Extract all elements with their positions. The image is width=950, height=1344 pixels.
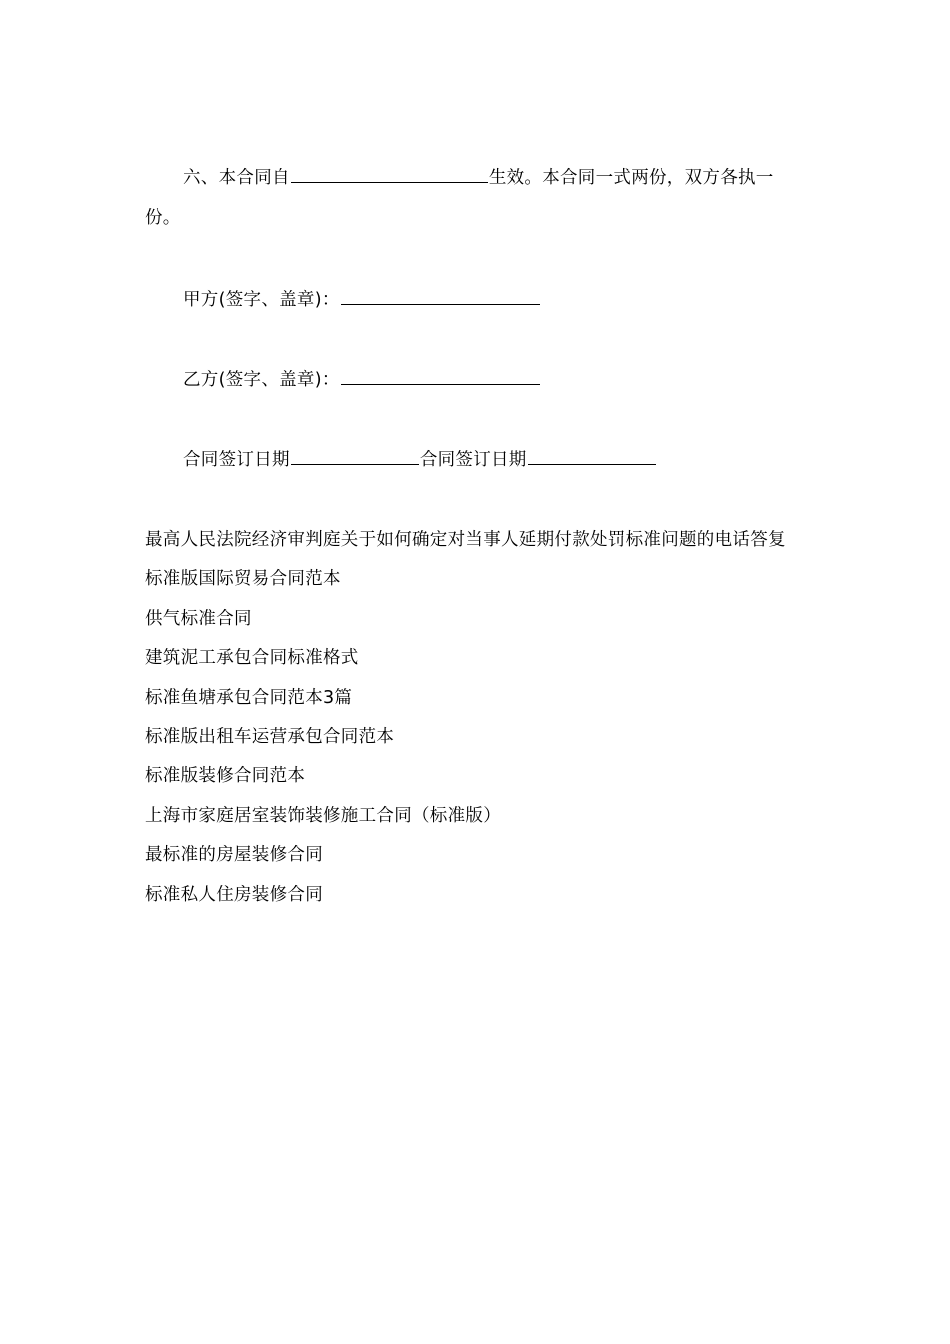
related-link-item[interactable] xyxy=(145,521,805,560)
party-a-signature xyxy=(183,281,810,319)
sign-date-first-blank xyxy=(291,463,419,465)
related-link-item[interactable] xyxy=(145,876,810,915)
related-link[interactable]: 标准版装修合同范本 xyxy=(145,766,306,787)
related-link-item[interactable] xyxy=(145,600,810,639)
sign-date-second-blank xyxy=(528,463,656,465)
sign-date-first-label: 合同签订日期 xyxy=(183,450,290,470)
related-link[interactable]: 标准版出租车运营承包合同范本 xyxy=(145,727,395,748)
clause-six-wrap-text: 份。 xyxy=(145,208,181,228)
related-link[interactable]: 上海市家庭居室装饰装修施工合同（标准版） xyxy=(145,805,501,826)
sign-date-second-label: 合同签订日期 xyxy=(419,450,527,470)
related-link[interactable]: 最标准的房屋装修合同 xyxy=(145,845,323,866)
clause-six-lead: 六、本合同自 xyxy=(183,168,290,188)
clause-six-tail: 生效。本合同一式两份，双方各执一 xyxy=(488,168,774,188)
clause-six-wrap xyxy=(145,199,810,237)
related-link[interactable]: 建筑泥工承包合同标准格式 xyxy=(145,648,359,669)
related-link[interactable]: 最高人民法院经济审判庭关于如何确定对当事人延期付款处罚标准问题的电话答复 xyxy=(145,530,786,550)
related-links-list xyxy=(145,521,810,915)
related-link-item[interactable] xyxy=(145,797,810,836)
related-link[interactable]: 标准私人住房装修合同 xyxy=(145,884,323,905)
party-b-label: 乙方(签字、盖章)： xyxy=(183,370,340,390)
party-b-signature-blank xyxy=(341,383,540,385)
related-link[interactable]: 供气标准合同 xyxy=(145,608,252,629)
related-link-item[interactable] xyxy=(145,560,810,599)
party-a-signature-blank xyxy=(341,303,540,305)
related-link[interactable]: 标准鱼塘承包合同范本3篇 xyxy=(145,687,353,708)
related-link-item[interactable] xyxy=(145,836,810,875)
effective-date-blank xyxy=(291,181,488,183)
sign-dates xyxy=(183,441,810,479)
related-link[interactable]: 标准版国际贸易合同范本 xyxy=(145,569,341,590)
related-link-item[interactable] xyxy=(145,757,810,796)
related-link-item[interactable] xyxy=(145,639,810,678)
party-b-signature xyxy=(183,361,810,399)
related-link-item[interactable] xyxy=(145,679,810,718)
related-link-item[interactable] xyxy=(145,718,810,757)
clause-six xyxy=(183,159,810,197)
party-a-label: 甲方(签字、盖章)： xyxy=(183,290,340,310)
